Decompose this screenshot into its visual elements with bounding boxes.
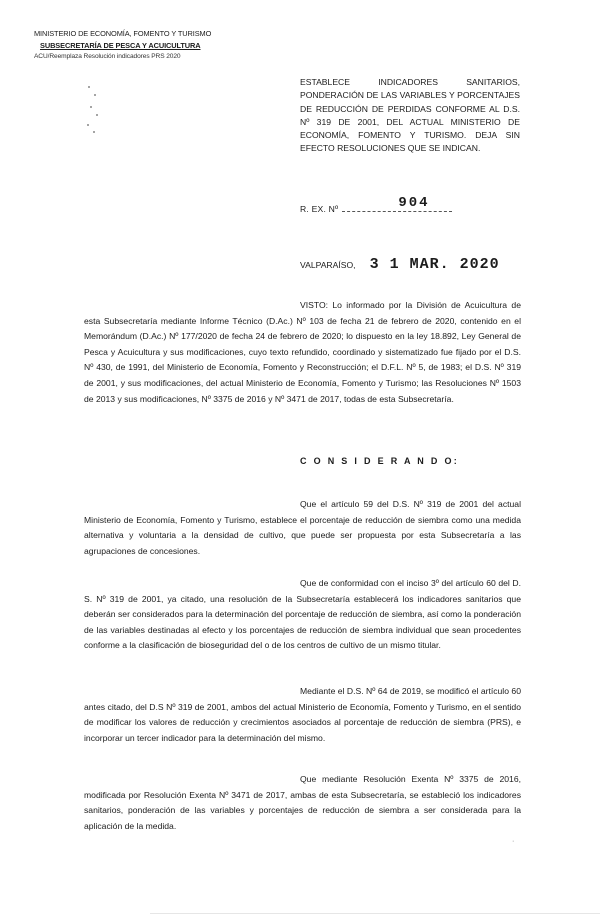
visto-paragraph: VISTO: Lo informado por la División de Acuicultura de esta Subsecretaría mediante Informe Técnico (D.Ac.) Nº 103 de fecha 21 de febrero de 2020, contenido en el Memorándum (D.Ac.) Nº 177/2020 de fecha 24 de febrero de 2020; lo dispuesto en la ley 18.892, Ley General de Pesca y Acuicultura y sus modificaciones, cuyo texto refundido, coordinado y sistematizado fue fijado por el D.S. Nº 430, de 1991, del Ministerio de Economía, Fomento y Reconstrucción; el D.F.L. Nº 5, de 1983; el D.S. Nº 319 de 2001, y sus modificaciones, del actual Ministerio de Economía, Fomento y Turismo; las Resoluciones Nº 1503 de 2013 y sus modificaciones, Nº 3375 de 2016 y Nº 3471 de 2017, todas de esta Subsecretaría.	[84, 300, 521, 404]
page-mark: ·	[512, 838, 515, 845]
considerando-paragraph: Que el artículo 59 del D.S. Nº 319 de 2001 del actual Ministerio de Economía, Fomento y Turismo, establece el porcentaje de reducción de siembra como una medida alternativa y voluntaria a la densidad de cultivo, que puede ser propuesta por esta Subsecretaría a las agrupaciones de concesiones.	[84, 499, 521, 556]
subsecretaria-name: SUBSECRETARÍA DE PESCA Y ACUICULTURA	[40, 40, 201, 50]
resolution-title: ESTABLECE INDICADORES SANITARIOS, PONDERACIÓN DE LAS VARIABLES Y PORCENTAJES DE REDUCCIÓN DE PERDIDAS CONFORME AL D.S. Nº 319 DE 2001, DEL ACTUAL MINISTERIO DE ECONOMÍA, FOMENTO Y TURISMO. DEJA SIN EFECTO RESOLUCIONES QUE SE INDICAN.	[300, 77, 520, 154]
resolution-number-line	[300, 195, 452, 214]
scan-edge	[150, 913, 600, 914]
considerando-heading: C O N S I D E R A N D O:	[300, 456, 460, 466]
letterhead	[34, 28, 211, 63]
considerando-paragraph: Que de conformidad con el inciso 3º del artículo 60 del D. S. Nº 319 de 2001, ya citado, una resolución de la Subsecretaría establecerá los indicadores sanitarios que deberán ser considerados para la determinación del porcentaje de reducción de siembra, así como la ponderación de las variables destinadas al efecto y los porcentajes de reducción de siembra individual que sean procedentes conforme a la clasificación de bioseguridad del o de los centros de cultivo de un mismo titular.	[84, 578, 521, 651]
document-reference: ACU/Reemplaza Resolución indicadores PRS 2020	[34, 53, 181, 60]
resolution-number: 904	[398, 195, 430, 211]
resolution-number-field	[342, 195, 452, 212]
considerando-paragraph: Que mediante Resolución Exenta Nº 3375 de 2016, modificada por Resolución Exenta Nº 3471 de 2017, ambas de esta Subsecretaría, se estableció los indicadores sanitarios, ponderación de las variables y porcentajes de reducción de siembra a ser considerada para la aplicación de la medida.	[84, 774, 521, 831]
date-stamp: 3 1 MAR. 2020	[369, 256, 500, 273]
place-date-line	[300, 256, 500, 273]
ministry-name: MINISTERIO DE ECONOMÍA, FOMENTO Y TURISMO	[34, 29, 212, 38]
considerando-paragraph: Mediante el D.S. Nº 64 de 2019, se modificó el artículo 60 antes citado, del D.S Nº 319 de 2001, ambos del actual Ministerio de Economía, Fomento y Turismo, en el sentido de modificar los valores de reducción y crecimientos asociados al porcentaje de reducción de siembra (PRS), e incorporar un tercer indicador para la determinación del mismo.	[84, 686, 521, 743]
margin-marks	[84, 84, 104, 134]
city: VALPARAÍSO,	[300, 259, 356, 270]
resolution-label: R. EX. Nº	[300, 204, 339, 214]
